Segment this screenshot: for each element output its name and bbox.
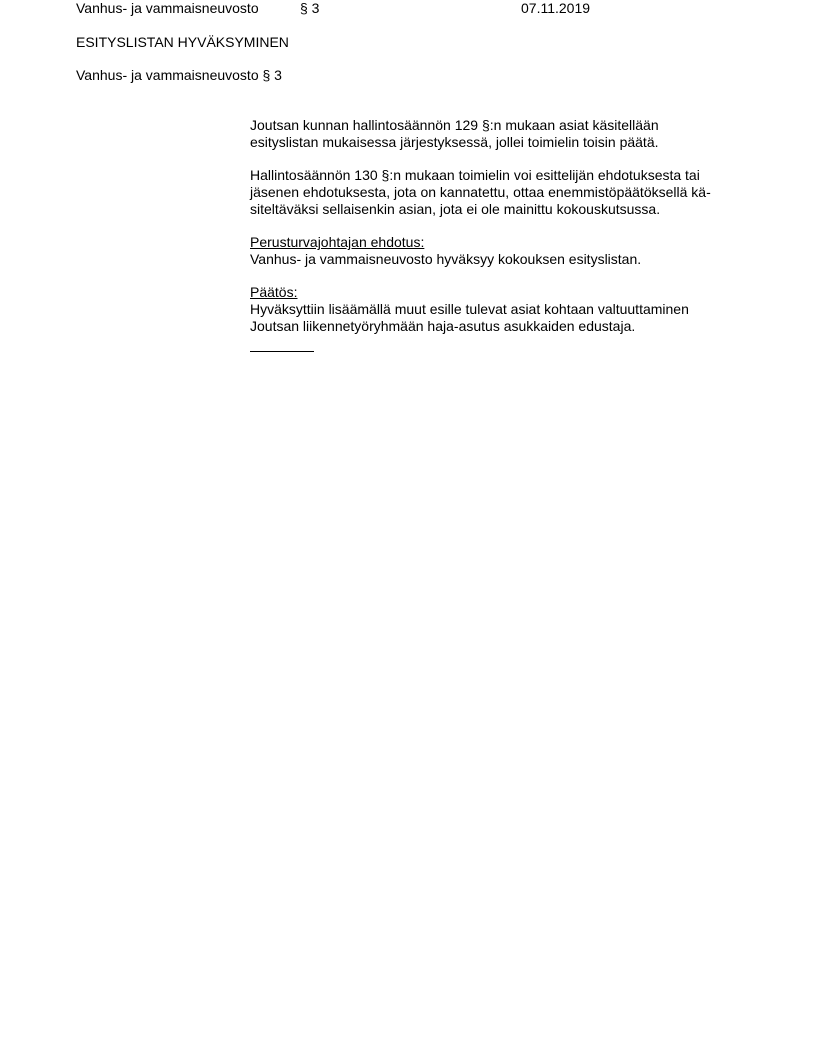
decision-line: Hyväksyttiin lisäämällä muut esille tulevat asiat kohtaan valtuuttaminen [250, 301, 689, 317]
proposal-text: Vanhus- ja vammaisneuvosto hyväksyy kokouksen esityslistan. [250, 251, 642, 267]
body-reference: Vanhus- ja vammaisneuvosto § 3 [76, 67, 282, 83]
paragraph-line: esityslistan mukaisessa järjestyksessä, jollei toimielin toisin päätä. [250, 134, 659, 150]
paragraph-rules-129 [250, 117, 750, 151]
paragraph-line: jäsenen ehdotuksesta, jota on kannatettu, ottaa enemmistöpäätöksellä kä- [250, 184, 711, 200]
paragraph-rules-130 [250, 167, 750, 218]
paragraph-line: Hallintosäännön 130 §:n mukaan toimielin voi esittelijän ehdotuksesta tai [250, 167, 700, 183]
minutes-content [250, 117, 750, 352]
proposal-heading: Perusturvajohtajan ehdotus: [250, 234, 425, 250]
header-section-number: § 3 [300, 0, 320, 16]
agenda-title: ESITYSLISTAN HYVÄKSYMINEN [76, 34, 289, 50]
paragraph-line: Joutsan kunnan hallintosäännön 129 §:n mukaan asiat käsitellään [250, 117, 659, 133]
header-body-name: Vanhus- ja vammaisneuvosto [76, 0, 259, 16]
paragraph-line: siteltäväksi sellaisenkin asian, jota ei ole mainittu kokouskutsussa. [250, 201, 661, 217]
proposal-section [250, 234, 750, 268]
decision-section [250, 284, 750, 335]
header-date: 07.11.2019 [521, 0, 591, 16]
decision-line: Joutsan liikennetyöryhmään haja-asutus asukkaiden edustaja. [250, 318, 636, 334]
end-rule-divider [250, 351, 314, 352]
decision-heading: Päätös: [250, 284, 298, 300]
